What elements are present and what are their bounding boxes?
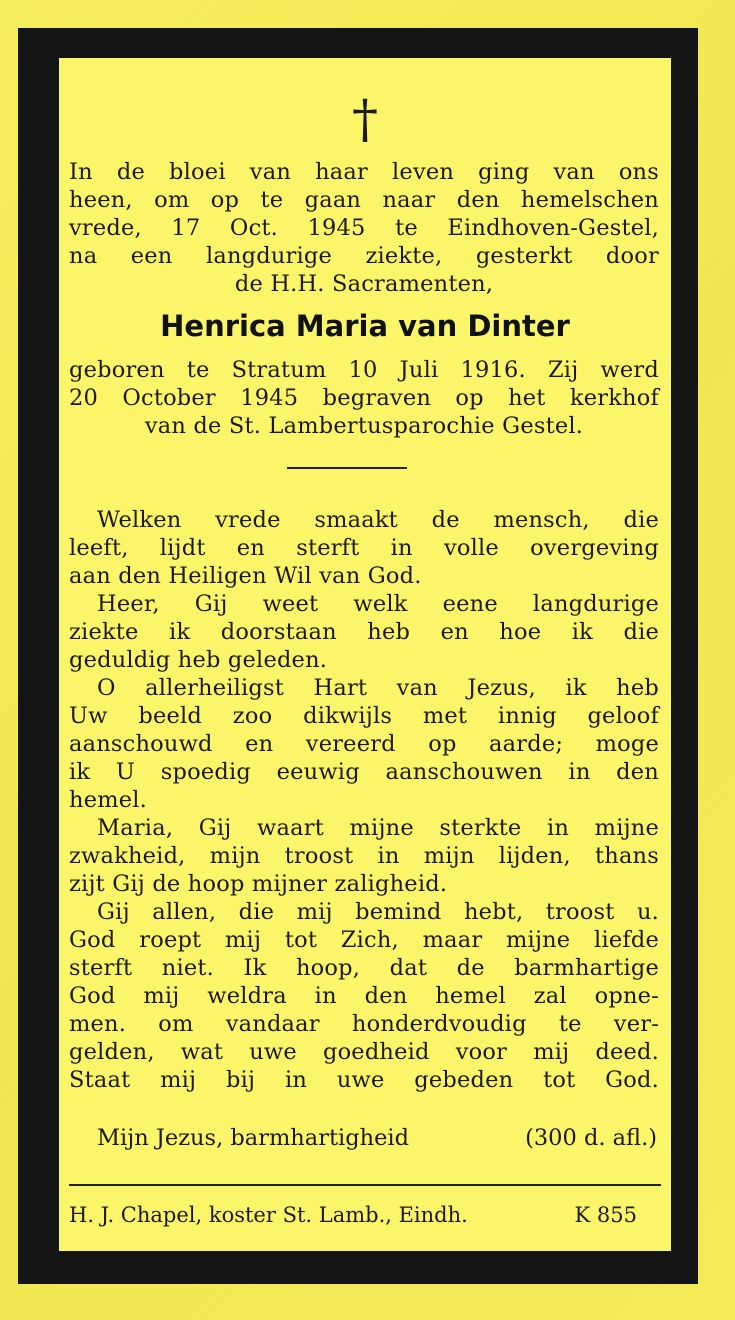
- prayer-line: Maria, Gij waart mijne sterkte in mijne: [97, 815, 659, 841]
- printer-credit: H. J. Chapel, koster St. Lamb., Eindh.: [69, 1203, 468, 1227]
- card-number: K 855: [574, 1203, 637, 1227]
- prayer-line: ik U spoedig eeuwig aanschouwen in den: [69, 759, 659, 785]
- birth-line: geboren te Stratum 10 Juli 1916. Zij werd: [69, 357, 659, 383]
- birth-line: van de St. Lambertusparochie Gestel.: [144, 413, 584, 439]
- prayer-line: God roept mij tot Zich, maar mijne liefde: [69, 927, 659, 953]
- prayer-line: Welken vrede smaakt de mensch, die: [97, 507, 659, 533]
- divider: [287, 467, 407, 469]
- indulgence-prayer: [97, 1124, 657, 1152]
- prayer-line: hemel.: [69, 787, 148, 813]
- deceased-name: Henrica Maria van Dinter: [160, 309, 570, 343]
- footer-rule: [69, 1184, 661, 1186]
- prayer-line: Staat mij bij in uwe gebeden tot God.: [69, 1067, 659, 1093]
- prayer-line: Gij allen, die mij bemind hebt, troost u.: [97, 899, 659, 925]
- intro-line: vrede, 17 Oct. 1945 te Eindhoven-Gestel,: [69, 215, 659, 241]
- printer-footer: [69, 1201, 637, 1229]
- intro-line: de H.H. Sacramenten,: [234, 271, 494, 297]
- prayer-line: O allerheiligst Hart van Jezus, ik heb: [97, 675, 659, 701]
- prayer-line: leeft, lijdt en sterft in volle overgeving: [69, 535, 659, 561]
- prayer-line: God mij weldra in den hemel zal opne-: [69, 983, 659, 1009]
- prayer-line: Uw beeld zoo dikwijls met innig geloof: [69, 703, 659, 729]
- prayer-line: men. om vandaar honderdvoudig te ver-: [69, 1011, 659, 1037]
- prayer-text: [69, 506, 659, 1094]
- prayer-line: zijt Gij de hoop mijner zaligheid.: [69, 871, 448, 897]
- birth-text: [69, 356, 659, 440]
- prayer-line: zwakheid, mijn troost in mijn lijden, thans: [69, 843, 659, 869]
- prayer-line: ziekte ik doorstaan heb en hoe ik die: [69, 619, 659, 645]
- intro-text: [69, 158, 659, 298]
- prayer-line: gelden, wat uwe goedheid voor mij deed.: [69, 1039, 659, 1065]
- intro-line: na een langdurige ziekte, gesterkt door: [69, 243, 659, 269]
- prayer-line: Heer, Gij weet welk eene langdurige: [97, 591, 659, 617]
- prayer-line: aan den Heiligen Wil van God.: [69, 563, 422, 589]
- card-panel: [59, 58, 671, 1251]
- indulgence-note: (300 d. afl.): [525, 1125, 657, 1151]
- prayer-line: sterft niet. Ik hoop, dat de barmhartige: [69, 955, 659, 981]
- prayer-line: aanschouwd en vereerd op aarde; moge: [69, 731, 659, 757]
- intro-line: In de bloei van haar leven ging van ons: [69, 159, 659, 185]
- closing-prayer: Mijn Jezus, barmhartigheid: [97, 1125, 410, 1151]
- cross-icon: †: [352, 90, 378, 150]
- prayer-line: geduldig heb geleden.: [69, 647, 328, 673]
- birth-line: 20 October 1945 begraven op het kerkhof: [69, 385, 659, 411]
- intro-line: heen, om op te gaan naar den hemelschen: [69, 187, 659, 213]
